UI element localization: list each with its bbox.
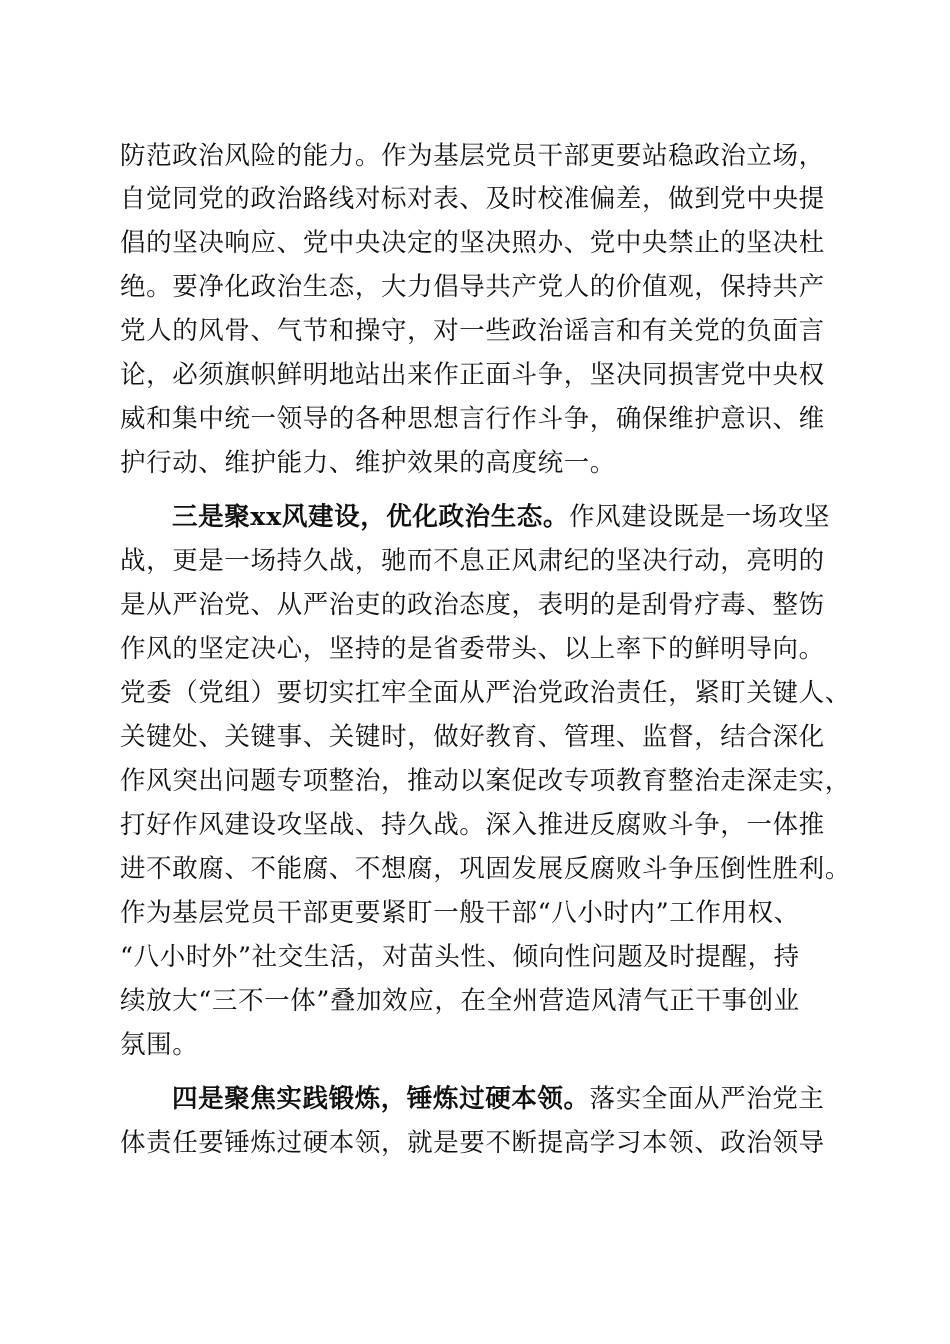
text-line: 防范政治风险的能力。作为基层党员干部更要站稳政治立场，: [120, 141, 825, 171]
text-line: 作风突出问题专项整治，推动以案促改专项教育整治走深走实，: [120, 766, 851, 796]
text-run: 作风建设既是一场攻坚: [569, 502, 831, 532]
text-line: 打好作风建设攻坚战、持久战。深入推进反腐败斗争，一体推: [120, 810, 825, 840]
text-line: 党委（党组）要切实扛牢全面从严治党政治责任，紧盯关键人、: [120, 678, 851, 708]
text-line: 战，更是一场持久战，驰而不息正风肃纪的坚决行动，亮明的: [120, 546, 825, 576]
text-line: 自觉同党的政治路线对标对表、及时校准偏差，做到党中央提: [120, 184, 825, 214]
paragraph-3-first-line: [172, 498, 840, 536]
paragraph-4-first-line: [172, 1080, 840, 1118]
section-heading-4: 四是聚焦实践锻炼，锤炼过硬本领。: [172, 1084, 590, 1114]
text-run: 落实全面从严治党主: [589, 1084, 825, 1114]
text-line: 关键处、关键事、关键时，做好教育、管理、监督，结合深化: [120, 722, 825, 752]
text-line: 倡的坚决响应、党中央决定的坚决照办、党中央禁止的坚决杜: [120, 228, 825, 258]
text-line: 作风的坚定决心，坚持的是省委带头、以上率下的鲜明导向。: [120, 634, 825, 664]
text-line: 续放大“三不一体”叠加效应，在全州营造风清气正干事创业: [120, 986, 800, 1016]
text-line: 进不敢腐、不能腐、不想腐，巩固发展反腐败斗争压倒性胜利。: [120, 854, 851, 884]
text-line: “八小时外”社交生活，对苗头性、倾向性问题及时提醒，持: [120, 942, 800, 972]
text-line: 作为基层党员干部更要紧盯一般干部“八小时内”工作用权、: [120, 898, 800, 928]
text-line: 护行动、维护能力、维护效果的高度统一。: [120, 448, 616, 478]
text-line: 是从严治党、从严治吏的政治态度，表明的是刮骨疗毒、整饬: [120, 590, 825, 620]
text-line: 威和集中统一领导的各种思想言行作斗争，确保维护意识、维: [120, 404, 825, 434]
section-heading-3: 三是聚xx风建设，优化政治生态。: [172, 502, 570, 532]
text-line: 氛围。: [120, 1030, 199, 1060]
text-line: 体责任要锤炼过硬本领，就是要不断提高学习本领、政治领导: [120, 1128, 825, 1158]
text-line: 论，必须旗帜鲜明地站出来作正面斗争，坚决同损害党中央权: [120, 360, 825, 390]
text-line: 党人的风骨、气节和操守，对一些政治谣言和有关党的负面言: [120, 316, 825, 346]
text-line: 绝。要净化政治生态，大力倡导共产党人的价值观，保持共产: [120, 272, 825, 302]
